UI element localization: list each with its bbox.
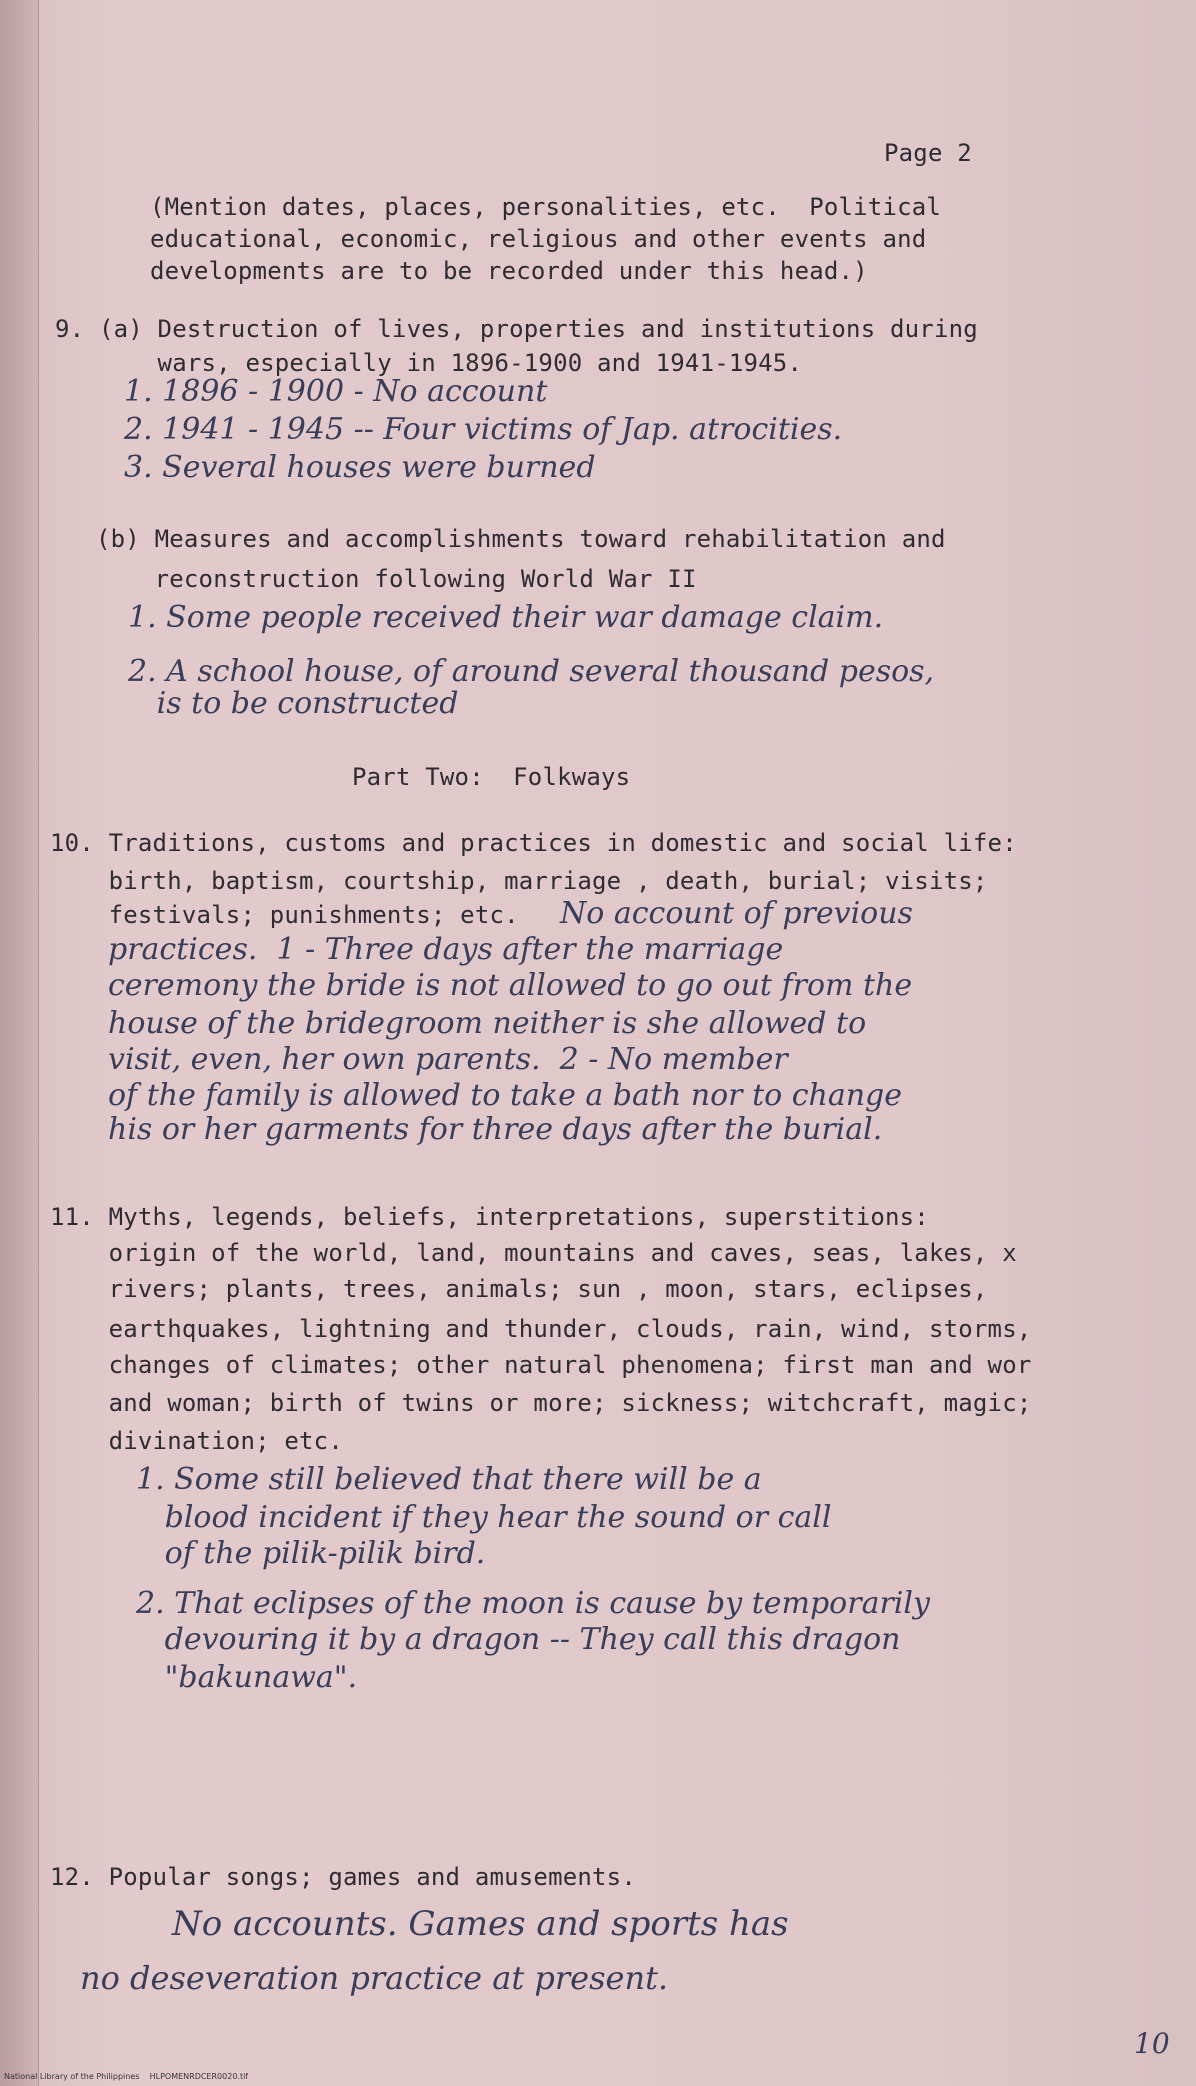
q9b-line-2: reconstruction following World War II (96, 565, 697, 593)
q9b-line-1: (b) Measures and accomplishments toward rehabilitation and (96, 525, 946, 553)
part-two-heading: Part Two: Folkways (352, 763, 631, 791)
q10-answer-7: his or her garments for three days after the burial. (108, 1112, 883, 1147)
q10-answer-6: of the family is allowed to take a bath nor to change (108, 1078, 903, 1113)
footer-caption: National Library of the Philippines HLPOMENRDCER0020.tif (4, 2072, 249, 2081)
instruction-line-1: (Mention dates, places, personalities, etc. Political (150, 193, 942, 221)
q11-answer-5: devouring it by a dragon -- They call this dragon (136, 1622, 901, 1657)
q9a-answer-3: 3. Several houses were burned (124, 450, 596, 485)
q9a-line-2: wars, especially in 1896-1900 and 1941-1945. (55, 349, 803, 377)
q12-answer-1: No accounts. Games and sports has (172, 1904, 789, 1944)
q11-answer-3: of the pilik-pilik bird. (136, 1536, 486, 1571)
q9a-answer-1: 1. 1896 - 1900 - No account (124, 374, 548, 409)
q10-answer-1: No account of previous (560, 896, 913, 931)
q11-line-7: divination; etc. (50, 1427, 343, 1455)
page-label: Page 2 (884, 139, 972, 167)
q9a-answer-2: 2. 1941 - 1945 -- Four victims of Jap. atrocities. (124, 412, 843, 447)
q11-line-5: changes of climates; other natural phenomena; first man and wor (50, 1351, 1032, 1379)
binding-edge (0, 0, 39, 2086)
q11-line-2: origin of the world, land, mountains and caves, seas, lakes, x (50, 1239, 1017, 1267)
q9b-answer-3: is to be constructed (128, 686, 459, 721)
instruction-line-2: educational, economic, religious and other events and (150, 225, 927, 253)
q11-answer-6: "bakunawa". (136, 1660, 358, 1695)
q9b-answer-2: 2. A school house, of around several thousand pesos, (128, 654, 935, 689)
q9a-line-1: 9. (a) Destruction of lives, properties and institutions during (55, 315, 978, 343)
q10-answer-2: practices. 1 - Three days after the marriage (108, 932, 784, 967)
q10-answer-5: visit, even, her own parents. 2 - No member (108, 1042, 788, 1077)
instruction-line-3: developments are to be recorded under this head.) (150, 257, 868, 285)
q9b-answer-1: 1. Some people received their war damage claim. (128, 600, 884, 635)
q10-answer-3: ceremony the bride is not allowed to go out from the (108, 968, 913, 1003)
q11-line-4: earthquakes, lightning and thunder, clouds, rain, wind, storms, (50, 1315, 1032, 1343)
q11-answer-1: 1. Some still believed that there will be a (136, 1462, 762, 1497)
q11-answer-2: blood incident if they hear the sound or call (136, 1500, 832, 1535)
q11-line-3: rivers; plants, trees, animals; sun , moon, stars, eclipses, (50, 1275, 988, 1303)
q11-line-1: 11. Myths, legends, beliefs, interpretations, superstitions: (50, 1203, 929, 1231)
q12-answer-2: no deseveration practice at present. (80, 1959, 669, 1997)
q11-line-6: and woman; birth of twins or more; sickness; witchcraft, magic; (50, 1389, 1032, 1417)
q10-line-1: 10. Traditions, customs and practices in domestic and social life: (50, 829, 1017, 857)
q12-line: 12. Popular songs; games and amusements. (50, 1863, 636, 1891)
q10-line-3: festivals; punishments; etc. (50, 901, 519, 929)
q11-answer-4: 2. That eclipses of the moon is cause by temporarily (136, 1586, 930, 1621)
q10-line-2: birth, baptism, courtship, marriage , death, burial; visits; (50, 867, 988, 895)
page-number: 10 (1134, 2027, 1170, 2060)
q10-answer-4: house of the bridegroom neither is she allowed to (108, 1006, 867, 1041)
